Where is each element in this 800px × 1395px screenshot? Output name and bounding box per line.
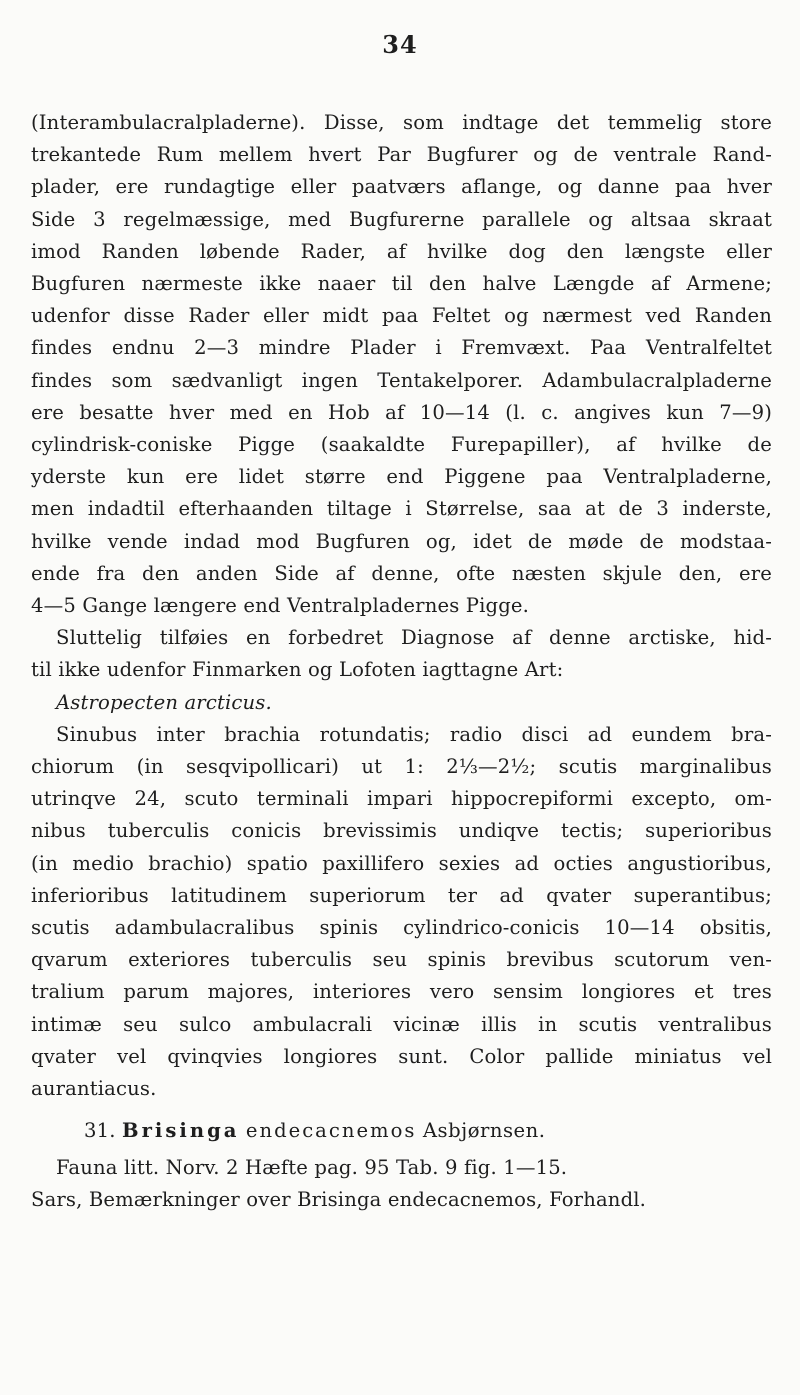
section-number: 31. xyxy=(84,1119,116,1143)
species-epithet: endecacnemos xyxy=(245,1119,417,1143)
text-line: tralium parum majores, interiores vero sensim longiores et tres xyxy=(31,980,772,1004)
reference-line: Fauna litt. Norv. 2 Hæfte pag. 95 Tab. 9 fig. 1—15. xyxy=(56,1155,568,1179)
body-text xyxy=(31,107,772,1216)
text-line: scutis adambulacralibus spinis cylindrico-conicis 10—14 obsitis, xyxy=(31,916,772,940)
text-line: nibus tuberculis conicis brevissimis undiqve tectis; superioribus xyxy=(31,819,772,843)
text-line: men indadtil efterhaanden tiltage i Størrelse, saa at de 3 inderste, xyxy=(31,497,772,521)
reference-line: Sars, Bemærkninger over Brisinga endecacnemos, Forhandl. xyxy=(31,1187,647,1211)
text-line: ere besatte hver med en Hob af 10—14 (l. c. angives kun 7—9) xyxy=(31,400,772,424)
text-line: utrinqve 24, scuto terminali impari hippocrepiformi excepto, om- xyxy=(31,787,772,811)
text-line: til ikke udenfor Finmarken og Lofoten iagttagne Art: xyxy=(31,658,564,682)
text-line: hvilke vende indad mod Bugfuren og, idet de møde de modstaa- xyxy=(31,529,772,553)
genus-name: Brisinga xyxy=(122,1119,240,1143)
text-line: imod Randen løbende Rader, af hvilke dog den længste eller xyxy=(31,239,772,263)
latin-diagnosis xyxy=(31,719,772,1105)
text-line: udenfor disse Rader eller midt paa Feltet og nærmest ved Randen xyxy=(31,304,772,328)
text-line: (in medio brachio) spatio paxillifero sexies ad octies angustioribus, xyxy=(31,851,772,875)
text-line: Side 3 regelmæssige, med Bugfurerne parallele og altsaa skraat xyxy=(31,207,772,231)
section-heading xyxy=(31,1115,772,1147)
references xyxy=(31,1152,772,1216)
text-line: 4—5 Gange længere end Ventralpladernes Pigge. xyxy=(31,594,530,618)
species-heading: Astropecten arcticus. xyxy=(56,690,272,714)
text-line: Sinubus inter brachia rotundatis; radio disci ad eundem bra- xyxy=(56,722,772,746)
text-line: ende fra den anden Side af denne, ofte næsten skjule den, ere xyxy=(31,561,772,585)
text-line: chiorum (in sesqvipollicari) ut 1: 2⅓—2½; scutis marginalibus xyxy=(31,755,772,779)
text-line: intimæ seu sulco ambulacrali vicinæ illis in scutis ventralibus xyxy=(31,1012,772,1036)
text-line: findes som sædvanligt ingen Tentakelporer. Adambulacralpladerne xyxy=(31,368,772,392)
text-line: qvarum exteriores tuberculis seu spinis brevibus scutorum ven- xyxy=(31,948,772,972)
text-line: plader, ere rundagtige eller paatværs aflange, og danne paa hver xyxy=(31,175,772,199)
text-line: Bugfuren nærmeste ikke naaer til den halve Længde af Armene; xyxy=(31,272,772,296)
paragraph-1 xyxy=(31,107,772,622)
text-line: trekantede Rum mellem hvert Par Bugfurer og de ventrale Rand- xyxy=(31,143,772,167)
paragraph-2 xyxy=(31,622,772,686)
text-line: (Interambulacralpladerne). Disse, som indtage det temmelig store xyxy=(31,111,772,134)
text-line: yderste kun ere lidet større end Piggene paa Ventralpladerne, xyxy=(31,465,772,489)
text-line: cylindrisk-coniske Pigge (saakaldte Furepapiller), af hvilke de xyxy=(31,433,772,457)
text-line: aurantiacus. xyxy=(31,1077,157,1101)
text-line: Sluttelig tilføies en forbedret Diagnose af denne arctiske, hid- xyxy=(56,626,772,650)
author-name: Asbjørnsen. xyxy=(422,1119,546,1143)
text-line: inferioribus latitudinem superiorum ter ad qvater superantibus; xyxy=(31,883,772,907)
page-number: 34 xyxy=(382,30,418,59)
text-line: qvater vel qvinqvies longiores sunt. Color pallide miniatus vel xyxy=(31,1044,772,1068)
text-line: findes endnu 2—3 mindre Plader i Fremvæxt. Paa Ventralfeltet xyxy=(31,336,772,360)
